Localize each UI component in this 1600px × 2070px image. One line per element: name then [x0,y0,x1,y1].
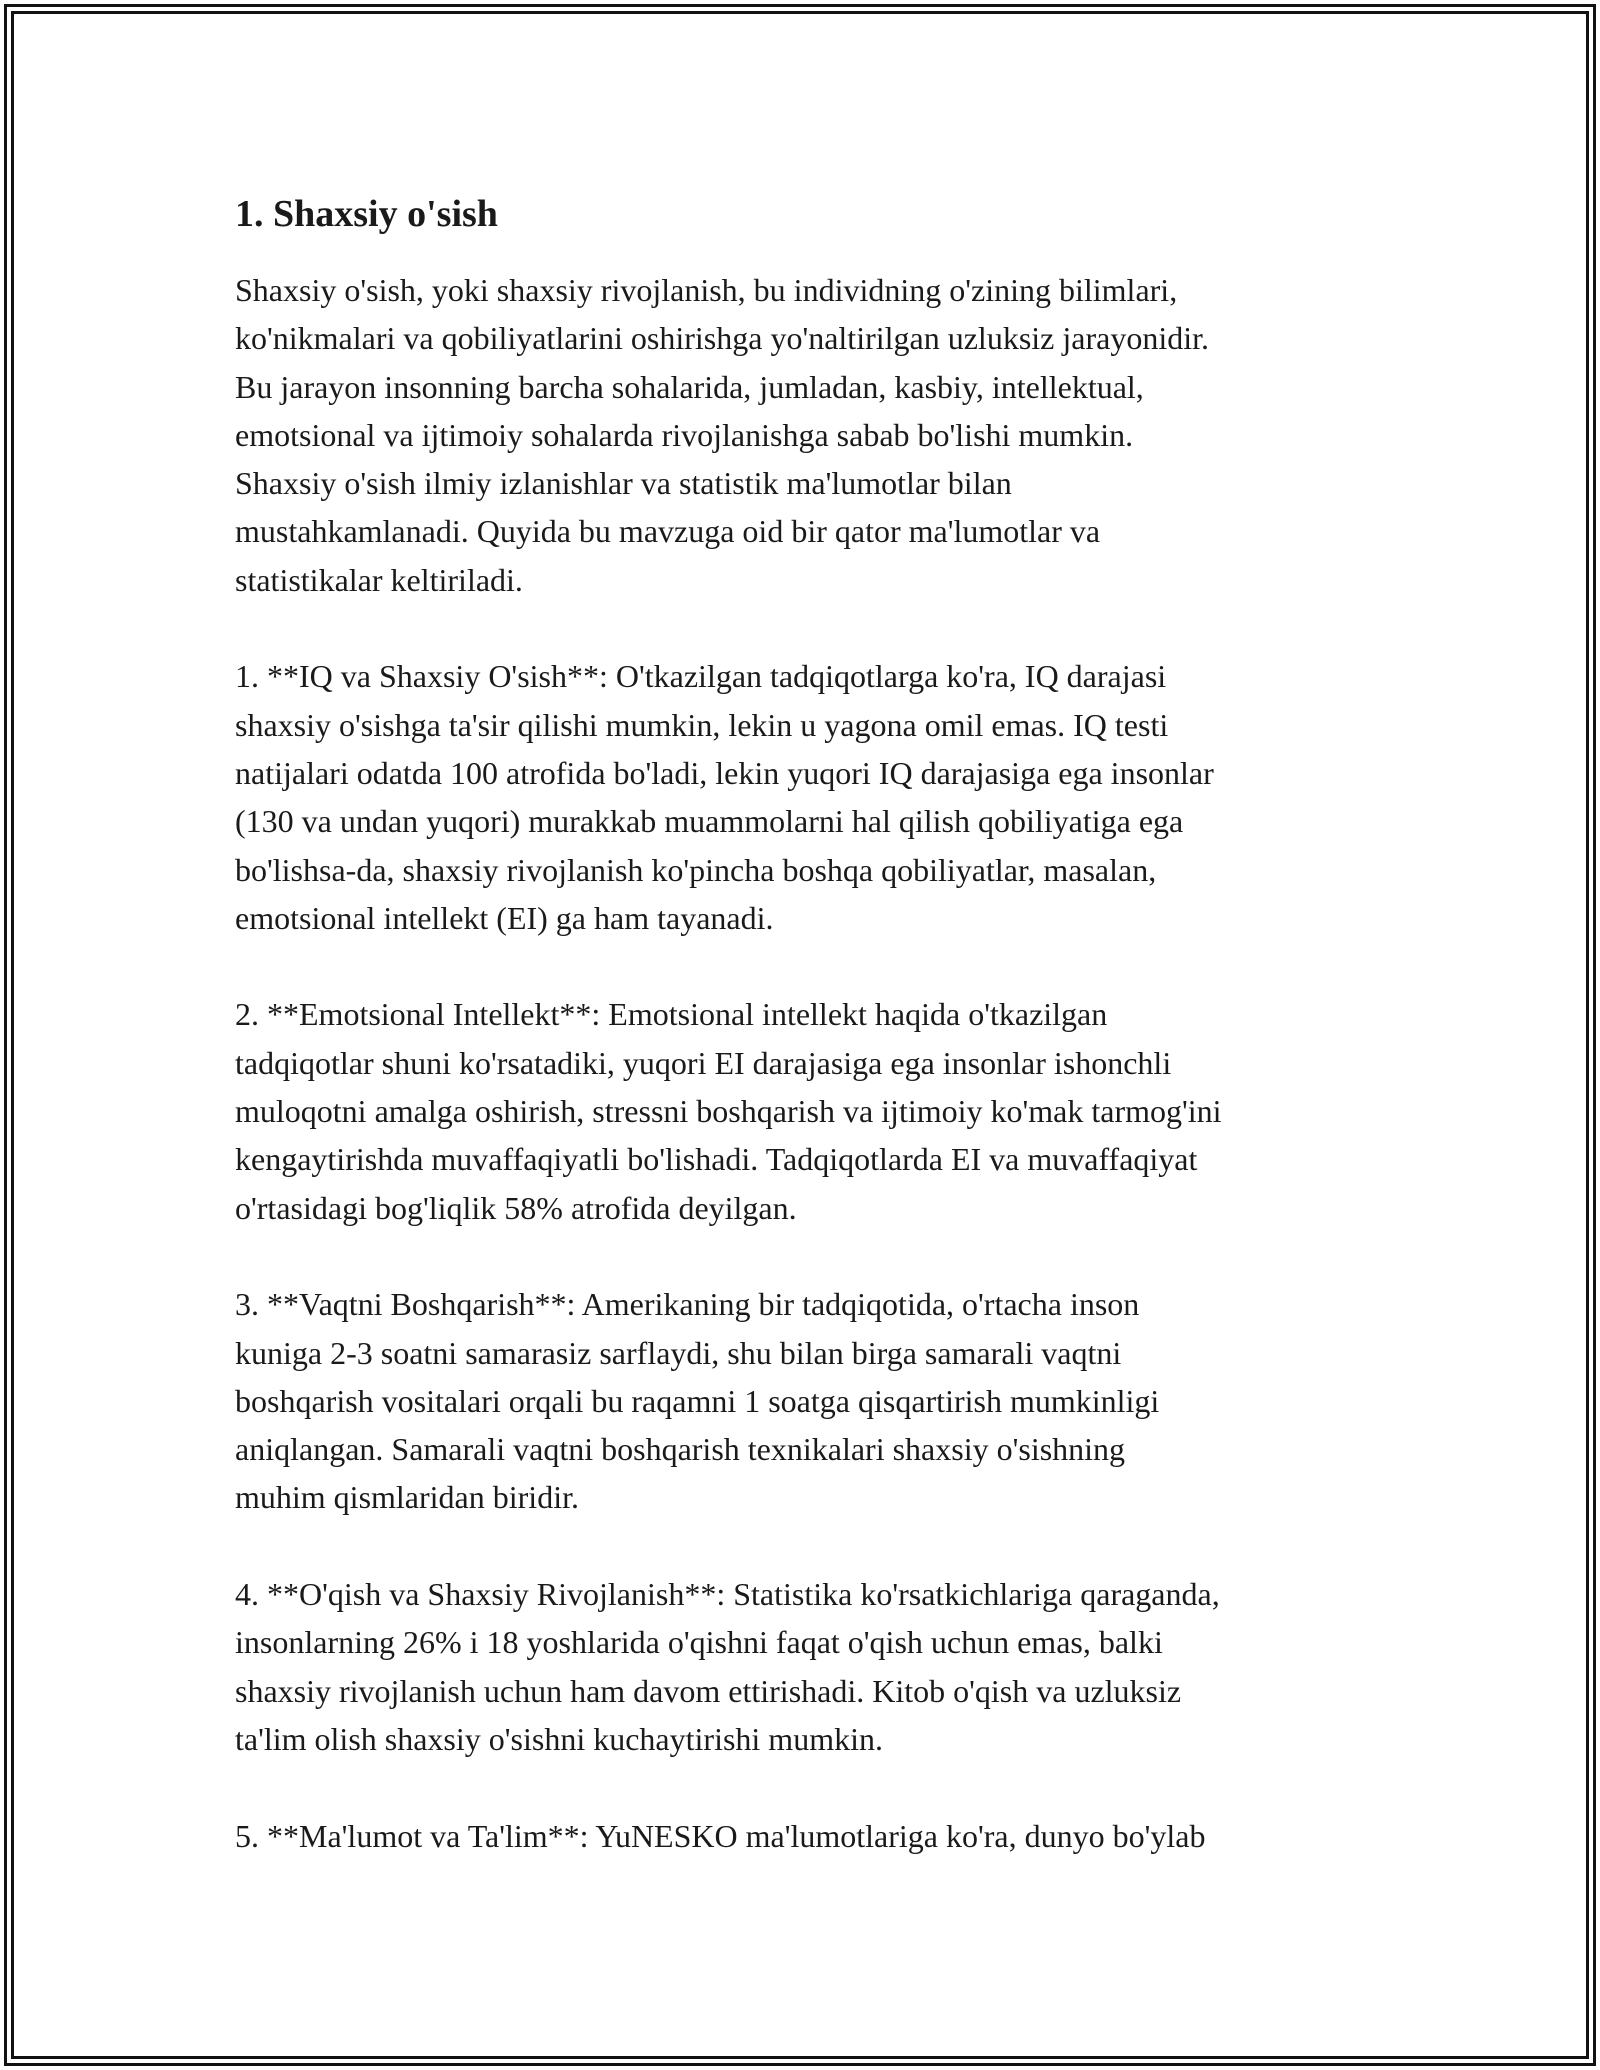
document-page [235,186,1375,1908]
text-line: muhim qismlaridan biridir. [235,1479,579,1516]
section-heading: 1. Shaxsiy o'sish [235,193,498,235]
text-line: bo'lishsa-da, shaxsiy rivojlanish ko'pincha boshqa qobiliyatlar, masalan, [235,851,1157,888]
paragraph [235,652,1375,942]
text-line: Shaxsiy o'sish ilmiy izlanishlar va statistik ma'lumotlar bilan [235,465,1012,502]
paragraph [235,1812,1375,1860]
text-line: o'rtasidagi bog'liqlik 58% atrofida deyilgan. [235,1189,797,1226]
text-line: ta'lim olish shaxsiy o'sishni kuchaytirishi mumkin. [235,1720,883,1757]
paragraph-list [235,266,1375,1860]
text-line: 5. **Ma'lumot va Ta'lim**: YuNESKO ma'lumotlariga ko'ra, dunyo bo'ylab [235,1817,1206,1854]
text-line: 2. **Emotsional Intellekt**: Emotsional intellekt haqida o'tkazilgan [235,996,1108,1033]
text-line: (130 va undan yuqori) murakkab muammolarni hal qilish qobiliyatiga ega [235,803,1184,840]
text-line: ko'nikmalari va qobiliyatlarini oshirishga yo'naltirilgan uzluksiz jarayonidir. [235,320,1209,357]
paragraph [235,1570,1375,1763]
text-line: shaxsiy o'sishga ta'sir qilishi mumkin, lekin u yagona omil emas. IQ testi [235,706,1169,743]
text-line: kuniga 2-3 soatni samarasiz sarflaydi, shu bilan birga samarali vaqtni [235,1334,1122,1371]
text-line: kengaytirishda muvaffaqiyatli bo'lishadi. Tadqiqotlarda EI va muvaffaqiyat [235,1141,1198,1178]
text-line: emotsional intellekt (EI) ga ham tayanadi. [235,899,774,936]
text-line: emotsional va ijtimoiy sohalarda rivojlanishga sabab bo'lishi mumkin. [235,416,1134,453]
text-line: mustahkamlanadi. Quyida bu mavzuga oid bir qator ma'lumotlar va [235,513,1101,550]
text-line: 1. **IQ va Shaxsiy O'sish**: O'tkazilgan tadqiqotlarga ko'ra, IQ darajasi [235,658,1167,695]
text-line: Shaxsiy o'sish, yoki shaxsiy rivojlanish, bu individning o'zining bilimlari, [235,272,1178,308]
text-line: insonlarning 26% i 18 yoshlarida o'qishni faqat o'qish uchun emas, balki [235,1624,1163,1661]
paragraph [235,990,1375,1231]
text-line: shaxsiy rivojlanish uchun ham davom ettirishadi. Kitob o'qish va uzluksiz [235,1672,1182,1709]
text-line: tadqiqotlar shuni ko'rsatadiki, yuqori EI darajasiga ega insonlar ishonchli [235,1044,1172,1081]
text-line: 3. **Vaqtni Boshqarish**: Amerikaning bir tadqiqotida, o'rtacha inson [235,1286,1140,1323]
text-line: 4. **O'qish va Shaxsiy Rivojlanish**: Statistika ko'rsatkichlariga qaraganda, [235,1576,1220,1613]
text-line: statistikalar keltiriladi. [235,561,523,598]
text-line: aniqlangan. Samarali vaqtni boshqarish texnikalari shaxsiy o'sishning [235,1431,1126,1468]
paragraph [235,266,1375,604]
text-line: boshqarish vositalari orqali bu raqamni 1 soatga qisqartirish mumkinligi [235,1382,1160,1419]
text-line: muloqotni amalga oshirish, stressni boshqarish va ijtimoiy ko'mak tarmog'ini [235,1093,1222,1130]
text-line: Bu jarayon insonning barcha sohalarida, jumladan, kasbiy, intellektual, [235,368,1144,405]
text-line: natijalari odatda 100 atrofida bo'ladi, lekin yuqori IQ darajasiga ega insonlar [235,754,1214,791]
paragraph [235,1280,1375,1521]
